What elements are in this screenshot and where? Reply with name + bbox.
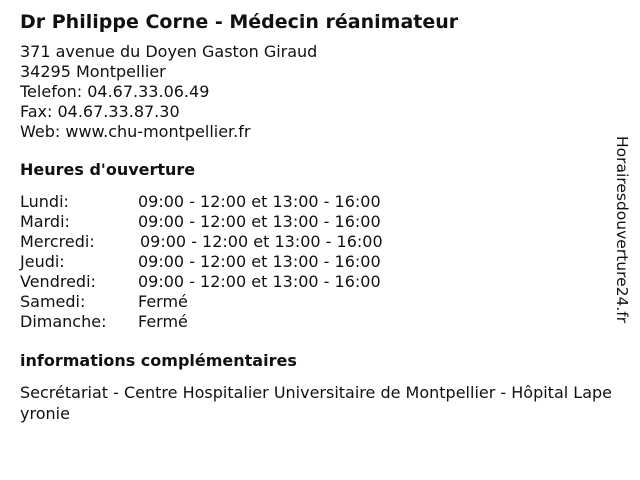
hours-row-lundi xyxy=(20,192,614,212)
hours-row-jeudi xyxy=(20,252,614,272)
day-label: Mercredi: xyxy=(20,232,95,251)
day-label: Vendredi: xyxy=(20,272,96,291)
day-label: Samedi: xyxy=(20,292,86,311)
street-address: 371 avenue du Doyen Gaston Giraud xyxy=(20,42,318,61)
additional-info-text: Secrétariat - Centre Hospitalier Universitaire de Montpellier - Hôpital Lapeyronie xyxy=(20,383,613,423)
additional-info-heading: informations complémentaires xyxy=(20,351,297,370)
hours-value: 09:00 - 12:00 et 13:00 - 16:00 xyxy=(138,192,381,211)
day-label: Mardi: xyxy=(20,212,70,231)
hours-value: Fermé xyxy=(138,292,188,311)
opening-hours-table xyxy=(20,192,614,332)
contact-block xyxy=(20,42,614,142)
hours-row-vendredi xyxy=(20,272,614,292)
website: Web: www.chu-montpellier.fr xyxy=(20,122,251,141)
site-brand-watermark: Horairesdouverture24.fr xyxy=(613,136,631,324)
hours-row-dimanche xyxy=(20,312,614,332)
hours-row-mercredi xyxy=(20,232,614,252)
hours-row-mardi xyxy=(20,212,614,232)
hours-value: 09:00 - 12:00 et 13:00 - 16:00 xyxy=(138,272,381,291)
day-label: Jeudi: xyxy=(20,252,65,271)
fax-number: Fax: 04.67.33.87.30 xyxy=(20,102,180,121)
opening-hours-heading: Heures d'ouverture xyxy=(20,160,196,179)
business-listing xyxy=(20,8,614,424)
day-label: Dimanche: xyxy=(20,312,107,331)
page-title: Dr Philippe Corne - Médecin réanimateur xyxy=(20,11,459,33)
phone-number: Telefon: 04.67.33.06.49 xyxy=(20,82,210,101)
hours-value: 09:00 - 12:00 et 13:00 - 16:00 xyxy=(138,252,381,271)
hours-value: 09:00 - 12:00 et 13:00 - 16:00 xyxy=(140,232,383,251)
hours-value: 09:00 - 12:00 et 13:00 - 16:00 xyxy=(138,212,381,231)
hours-value: Fermé xyxy=(138,312,188,331)
hours-row-samedi xyxy=(20,292,614,312)
city-address: 34295 Montpellier xyxy=(20,62,166,81)
day-label: Lundi: xyxy=(20,192,69,211)
